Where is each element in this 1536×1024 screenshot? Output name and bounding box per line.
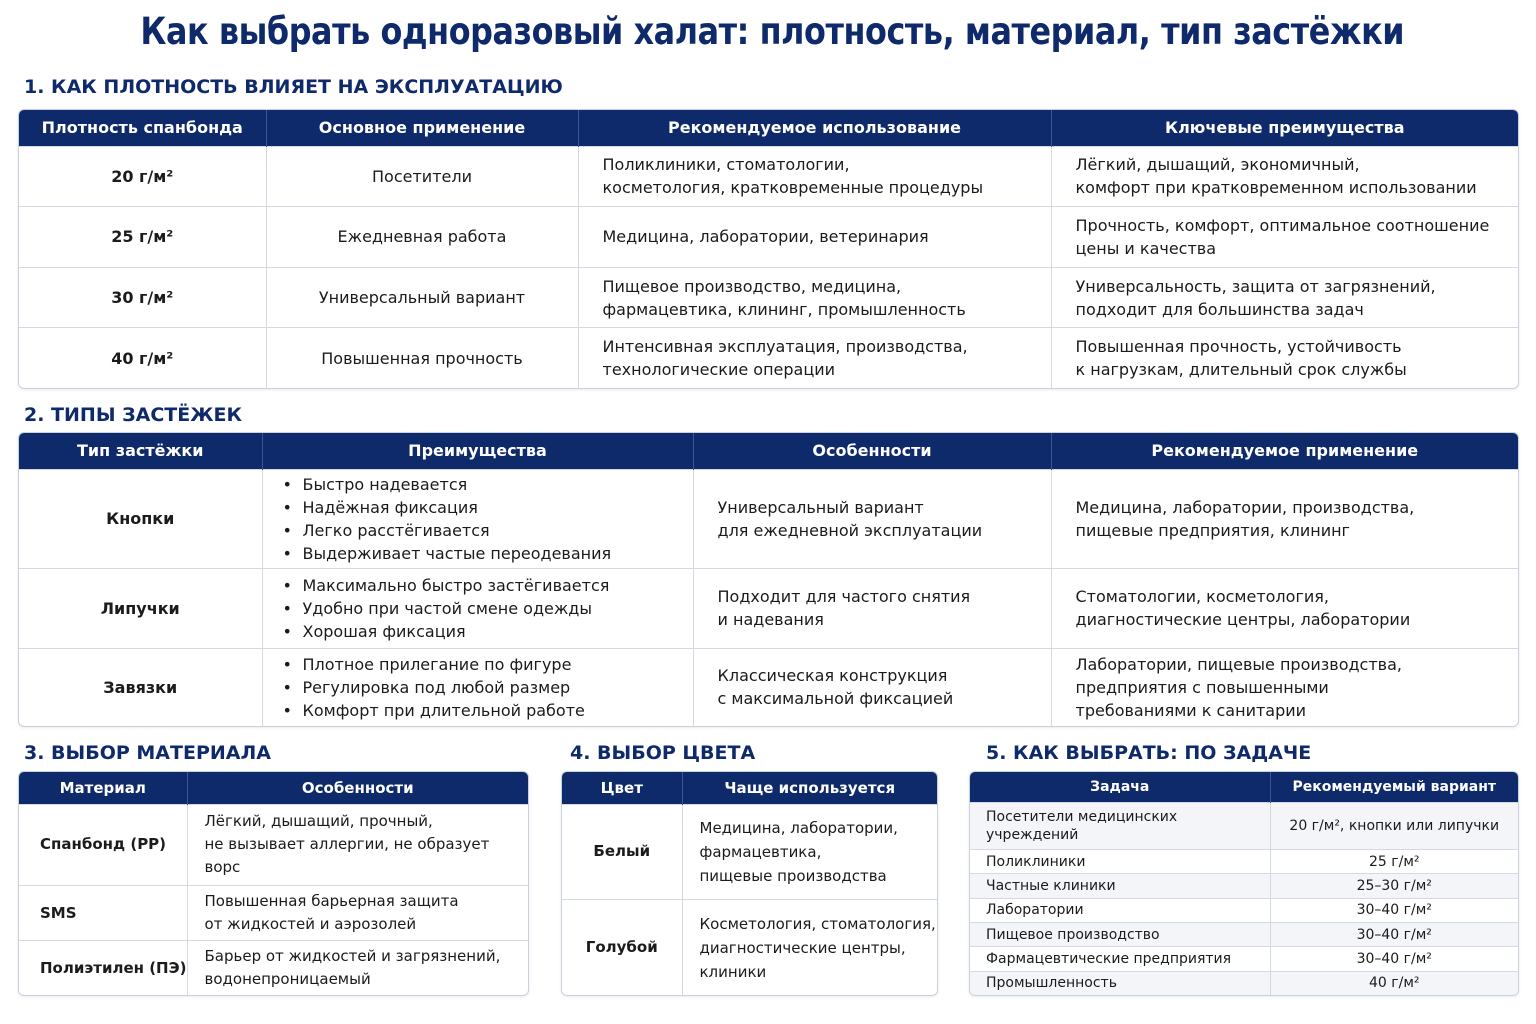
material-name: SMS (19, 886, 187, 941)
table-row (19, 886, 528, 941)
header-material-features: Особенности (187, 772, 528, 804)
header-variant: Рекомендуемый вариант (1270, 772, 1518, 802)
fastener-features: Подходит для частого снятия и надевания (693, 568, 1051, 648)
fastener-type: Завязки (19, 648, 262, 726)
material-features: Повышенная барьерная защита от жидкостей и аэрозолей (187, 886, 528, 941)
pros-list (262, 568, 693, 648)
header-task: Задача (970, 772, 1270, 802)
table-row (970, 898, 1518, 922)
task-name: Фармацевтические предприятия (970, 947, 1270, 971)
fastener-application: Медицина, лаборатории, производства, пищевые предприятия, клининг (1051, 469, 1518, 568)
list-item: • Максимально быстро застёгивается (283, 574, 693, 597)
density-table (18, 109, 1519, 389)
table-row (970, 802, 1518, 849)
table-row (19, 207, 1518, 268)
table-row (19, 941, 528, 995)
task-variant: 30–40 г/м² (1270, 923, 1518, 947)
table-row (19, 648, 1518, 726)
task-variant: 20 г/м², кнопки или липучки (1270, 802, 1518, 849)
main-application: Универсальный вариант (266, 267, 578, 328)
header-color: Цвет (562, 772, 682, 804)
main-application: Повышенная прочность (266, 328, 578, 388)
task-name: Лаборатории (970, 898, 1270, 922)
list-item: • Выдерживает частые переодевания (283, 542, 693, 565)
section1-title: 1. КАК ПЛОТНОСТЬ ВЛИЯЕТ НА ЭКСПЛУАТАЦИЮ (24, 76, 563, 98)
table-row (562, 900, 937, 995)
table-row (19, 469, 1518, 568)
density-value: 25 г/м² (19, 207, 266, 268)
key-advantages: Лёгкий, дышащий, экономичный, комфорт при кратковременном использовании (1051, 146, 1518, 207)
task-name: Пищевое производство (970, 923, 1270, 947)
color-name: Белый (562, 804, 682, 900)
header-usage: Чаще используется (682, 772, 937, 804)
list-item: • Регулировка под любой размер (283, 676, 693, 699)
header-density: Плотность спанбонда (19, 110, 266, 146)
fastener-type: Кнопки (19, 469, 262, 568)
color-usage: Косметология, стоматология, диагностические центры, клиники (682, 900, 937, 995)
list-item: • Удобно при частой смене одежды (283, 597, 693, 620)
key-advantages: Универсальность, защита от загрязнений, подходит для большинства задач (1051, 267, 1518, 328)
task-variant: 25–30 г/м² (1270, 874, 1518, 898)
key-advantages: Прочность, комфорт, оптимальное соотношение цены и качества (1051, 207, 1518, 268)
table-row (19, 267, 1518, 328)
color-usage: Медицина, лаборатории, фармацевтика, пищевые производства (682, 804, 937, 900)
pros-list (262, 469, 693, 568)
table-row (19, 146, 1518, 207)
table-row (19, 804, 528, 886)
main-application: Посетители (266, 146, 578, 207)
task-name: Промышленность (970, 971, 1270, 995)
pros-list (262, 648, 693, 726)
task-variant: 30–40 г/м² (1270, 898, 1518, 922)
material-features: Лёгкий, дышащий, прочный, не вызывает аллергии, не образует ворс (187, 804, 528, 886)
list-item: • Легко расстёгивается (283, 519, 693, 542)
recommended-use: Поликлиники, стоматологии, косметология, кратковременные процедуры (578, 146, 1051, 207)
table-row (970, 849, 1518, 873)
section5-title: 5. КАК ВЫБРАТЬ: ПО ЗАДАЧЕ (986, 742, 1312, 764)
color-table (561, 771, 938, 996)
recommended-use: Пищевое производство, медицина, фармацевтика, клининг, промышленность (578, 267, 1051, 328)
density-value: 20 г/м² (19, 146, 266, 207)
task-name: Поликлиники (970, 849, 1270, 873)
section2-title: 2. ТИПЫ ЗАСТЁЖЕК (24, 404, 242, 426)
material-features: Барьер от жидкостей и загрязнений, водонепроницаемый (187, 941, 528, 995)
table-row (970, 874, 1518, 898)
list-item: • Комфорт при длительной работе (283, 699, 693, 722)
density-value: 30 г/м² (19, 267, 266, 328)
task-variant: 40 г/м² (1270, 971, 1518, 995)
section4-title: 4. ВЫБОР ЦВЕТА (570, 742, 756, 764)
color-name: Голубой (562, 900, 682, 995)
main-application: Ежедневная работа (266, 207, 578, 268)
table-row (970, 947, 1518, 971)
task-variant: 25 г/м² (1270, 849, 1518, 873)
list-item: • Быстро надевается (283, 473, 693, 496)
task-name: Частные клиники (970, 874, 1270, 898)
key-advantages: Повышенная прочность, устойчивость к нагрузкам, длительный срок службы (1051, 328, 1518, 388)
material-table (18, 771, 529, 996)
list-item: • Плотное прилегание по фигуре (283, 653, 693, 676)
list-item: • Надёжная фиксация (283, 496, 693, 519)
table-row (19, 568, 1518, 648)
fastener-application: Стоматологии, косметология, диагностические центры, лаборатории (1051, 568, 1518, 648)
task-name: Посетители медицинских учреждений (970, 802, 1270, 849)
list-item: • Хорошая фиксация (283, 620, 693, 643)
recommended-use: Интенсивная эксплуатация, производства, технологические операции (578, 328, 1051, 388)
header-material: Материал (19, 772, 187, 804)
header-recommended: Рекомендуемое применение (1051, 433, 1518, 469)
task-variant: 30–40 г/м² (1270, 947, 1518, 971)
section3-title: 3. ВЫБОР МАТЕРИАЛА (24, 742, 271, 764)
fastener-features: Универсальный вариант для ежедневной эксплуатации (693, 469, 1051, 568)
table-row (562, 804, 937, 900)
fastener-features: Классическая конструкция с максимальной фиксацией (693, 648, 1051, 726)
header-use: Рекомендуемое использование (578, 110, 1051, 146)
header-features: Особенности (693, 433, 1051, 469)
material-name: Спанбонд (PP) (19, 804, 187, 886)
material-name: Полиэтилен (ПЭ) (19, 941, 187, 995)
header-main: Основное применение (266, 110, 578, 146)
density-value: 40 г/м² (19, 328, 266, 388)
table-row (970, 971, 1518, 995)
fastener-table (18, 432, 1519, 727)
fastener-application: Лаборатории, пищевые производства, предприятия с повышенными требованиями к санитарии (1051, 648, 1518, 726)
page-title: Как выбрать одноразовый халат: плотность, материал, тип застёжки (140, 10, 1405, 53)
task-table (969, 771, 1519, 996)
recommended-use: Медицина, лаборатории, ветеринария (578, 207, 1051, 268)
table-row (970, 923, 1518, 947)
fastener-type: Липучки (19, 568, 262, 648)
header-pros: Преимущества (262, 433, 693, 469)
header-advantages: Ключевые преимущества (1051, 110, 1518, 146)
header-fastener-type: Тип застёжки (19, 433, 262, 469)
table-row (19, 328, 1518, 388)
